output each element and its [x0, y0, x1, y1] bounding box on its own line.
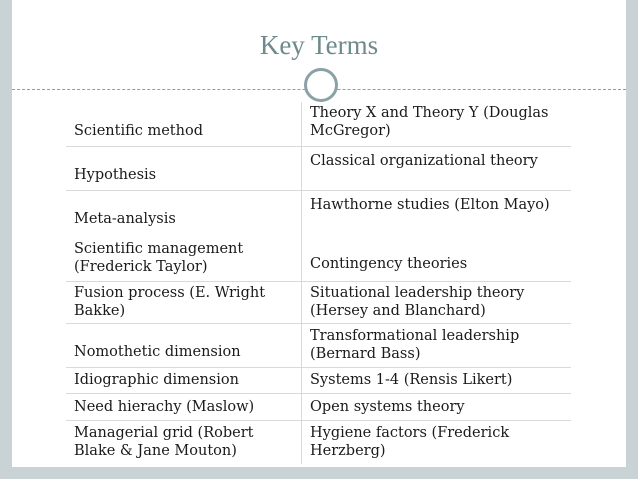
term-cell: Situational leadership theory (Hersey and Blanchard)	[310, 285, 525, 319]
term-cell: Hypothesis	[66, 146, 302, 190]
term-cell: Meta-analysis	[66, 190, 302, 234]
table-row	[66, 323, 571, 368]
term-cell: Hawthorne studies (Elton Mayo)	[310, 197, 550, 213]
table-row	[66, 367, 571, 394]
term-cell: Contingency theories	[310, 256, 468, 272]
table-row	[66, 393, 571, 421]
term-cell: Transformational leadership (Bernard Bass)	[310, 328, 520, 362]
term-cell: Systems 1-4 (Rensis Likert)	[310, 372, 513, 388]
slide	[12, 0, 626, 467]
term-cell: Fusion process (E. Wright Bakke)	[66, 281, 302, 323]
term-cell: Idiographic dimension	[66, 367, 302, 393]
table-row	[66, 420, 571, 464]
key-terms-table	[66, 102, 571, 467]
table-row	[66, 146, 571, 191]
term-cell: Nomothetic dimension	[66, 323, 302, 367]
term-cell: Open systems theory	[310, 398, 465, 415]
term-cell: Scientific management (Frederick Taylor)	[66, 234, 302, 281]
term-cell: Managerial grid (Robert Blake & Jane Mouton)	[66, 420, 302, 464]
table-row	[66, 190, 571, 234]
slide-title: Key Terms	[259, 30, 379, 60]
table-row	[66, 234, 571, 282]
table-row	[66, 102, 571, 147]
term-cell: Hygiene factors (Frederick Herzberg)	[310, 425, 510, 459]
term-cell: Theory X and Theory Y (Douglas McGregor)	[310, 105, 549, 139]
term-cell: Classical organizational theory	[310, 153, 538, 169]
term-cell: Scientific method	[66, 102, 302, 146]
term-cell: Need hierachy (Maslow)	[66, 393, 302, 420]
ring-ornament-icon	[304, 68, 338, 102]
table-row	[66, 281, 571, 324]
